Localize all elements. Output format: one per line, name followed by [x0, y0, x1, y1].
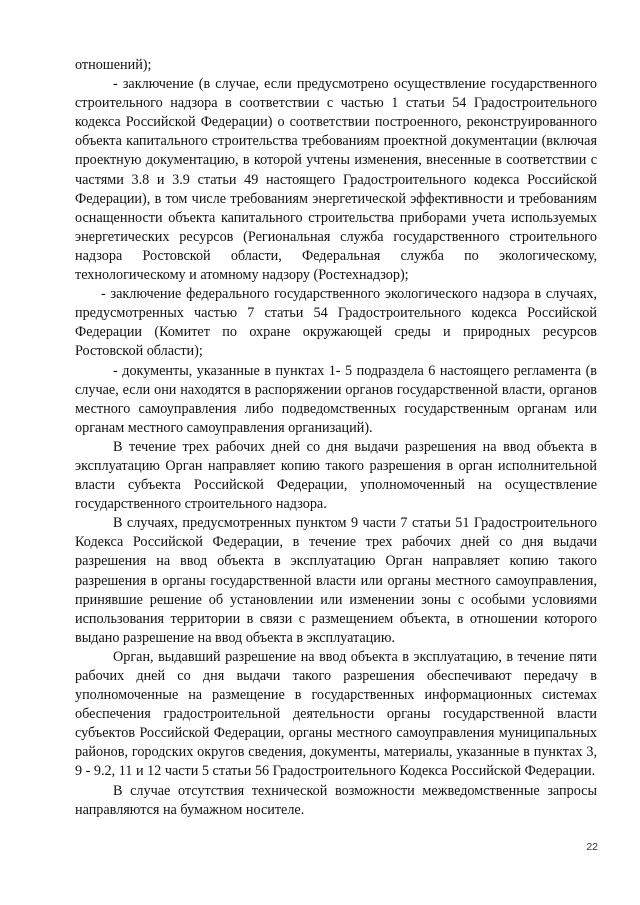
document-body: [75, 56, 597, 820]
paragraph-environmental-supervision-conclusion: - заключение федерального государственного экологического надзора в случаях, предусмотренных частью 7 статьи 54 Градостроительного кодекса Российской Федерации (Комитет по охране окружающей среды и природных ресурсов Ростовской области);: [75, 286, 597, 360]
paragraph-documents-list: - документы, указанные в пунктах 1- 5 подраздела 6 настоящего регламента (в случае, если они находятся в распоряжении органов государственной власти, органов местного самоуправления либо подведомственных государственным органам или органам местного самоуправления организаций).: [75, 362, 597, 436]
paragraph-permit-copy-to-local-authority: В случаях, предусмотренных пунктом 9 части 7 статьи 51 Градостроительного Кодекса Российской Федерации, в течение трех рабочих дней со дня выдачи разрешения на ввод объекта в эксплуатацию Орган направляет копию такого разрешения в органы государственной власти или органы местного самоуправления, принявшие решение об установлении или изменении зоны с особыми условиями использования территории в связи с размещением объекта, в отношении которого выдано разрешение на ввод объекта в эксплуатацию.: [75, 515, 597, 646]
paragraph-continuation: отношений);: [75, 57, 152, 73]
paragraph-permit-copy-to-executive-authority: В течение трех рабочих дней со дня выдачи разрешения на ввод объекта в эксплуатацию Орган направляет копию такого разрешения в орган исполнительной власти субъекта Российской Федерации, уполномоченный на осуществление государственного строительного надзора.: [75, 438, 597, 513]
paragraph-paper-requests: В случае отсутствия технической возможности межведомственные запросы направляются на бумажном носителе.: [75, 782, 597, 818]
page-number: 22: [586, 841, 598, 853]
paragraph-construction-supervision-conclusion: - заключение (в случае, если предусмотрено осуществление государственного строительного надзора в соответствии с частью 1 статьи 54 Градостроительного кодекса Российской Федерации) о соответствии построенного, реконструированного объекта капитального строительства требованиям проектной документации (включая проектную документацию, в которой учтены изменения, внесенные в соответствии с частями 3.8 и 3.9 статьи 49 настоящего Градостроительного кодекса Российской Федерации), в том числе требованиям энергетической эффективности и требованиям оснащенности объекта капитального строительства приборами учета используемых энергетических ресурсов (Региональная служба государственного строительного надзора Ростовской области, Федеральная служба по экологическому, технологическому и атомному надзору (Ростехнадзор);: [75, 76, 597, 284]
paragraph-information-transfer: Орган, выдавший разрешение на ввод объекта в эксплуатацию, в течение пяти рабочих дней со дня выдачи такого разрешения обеспечивают передачу в уполномоченные на размещение в государственных информационных системах обеспечения градостроительной деятельности органы государственной власти субъектов Российской Федерации, органы местного самоуправления муниципальных районов, городских округов сведения, документы, материалы, указанные в пунктах 3, 9 - 9.2, 11 и 12 части 5 статьи 56 Градостроительного Кодекса Российской Федерации.: [75, 648, 597, 780]
